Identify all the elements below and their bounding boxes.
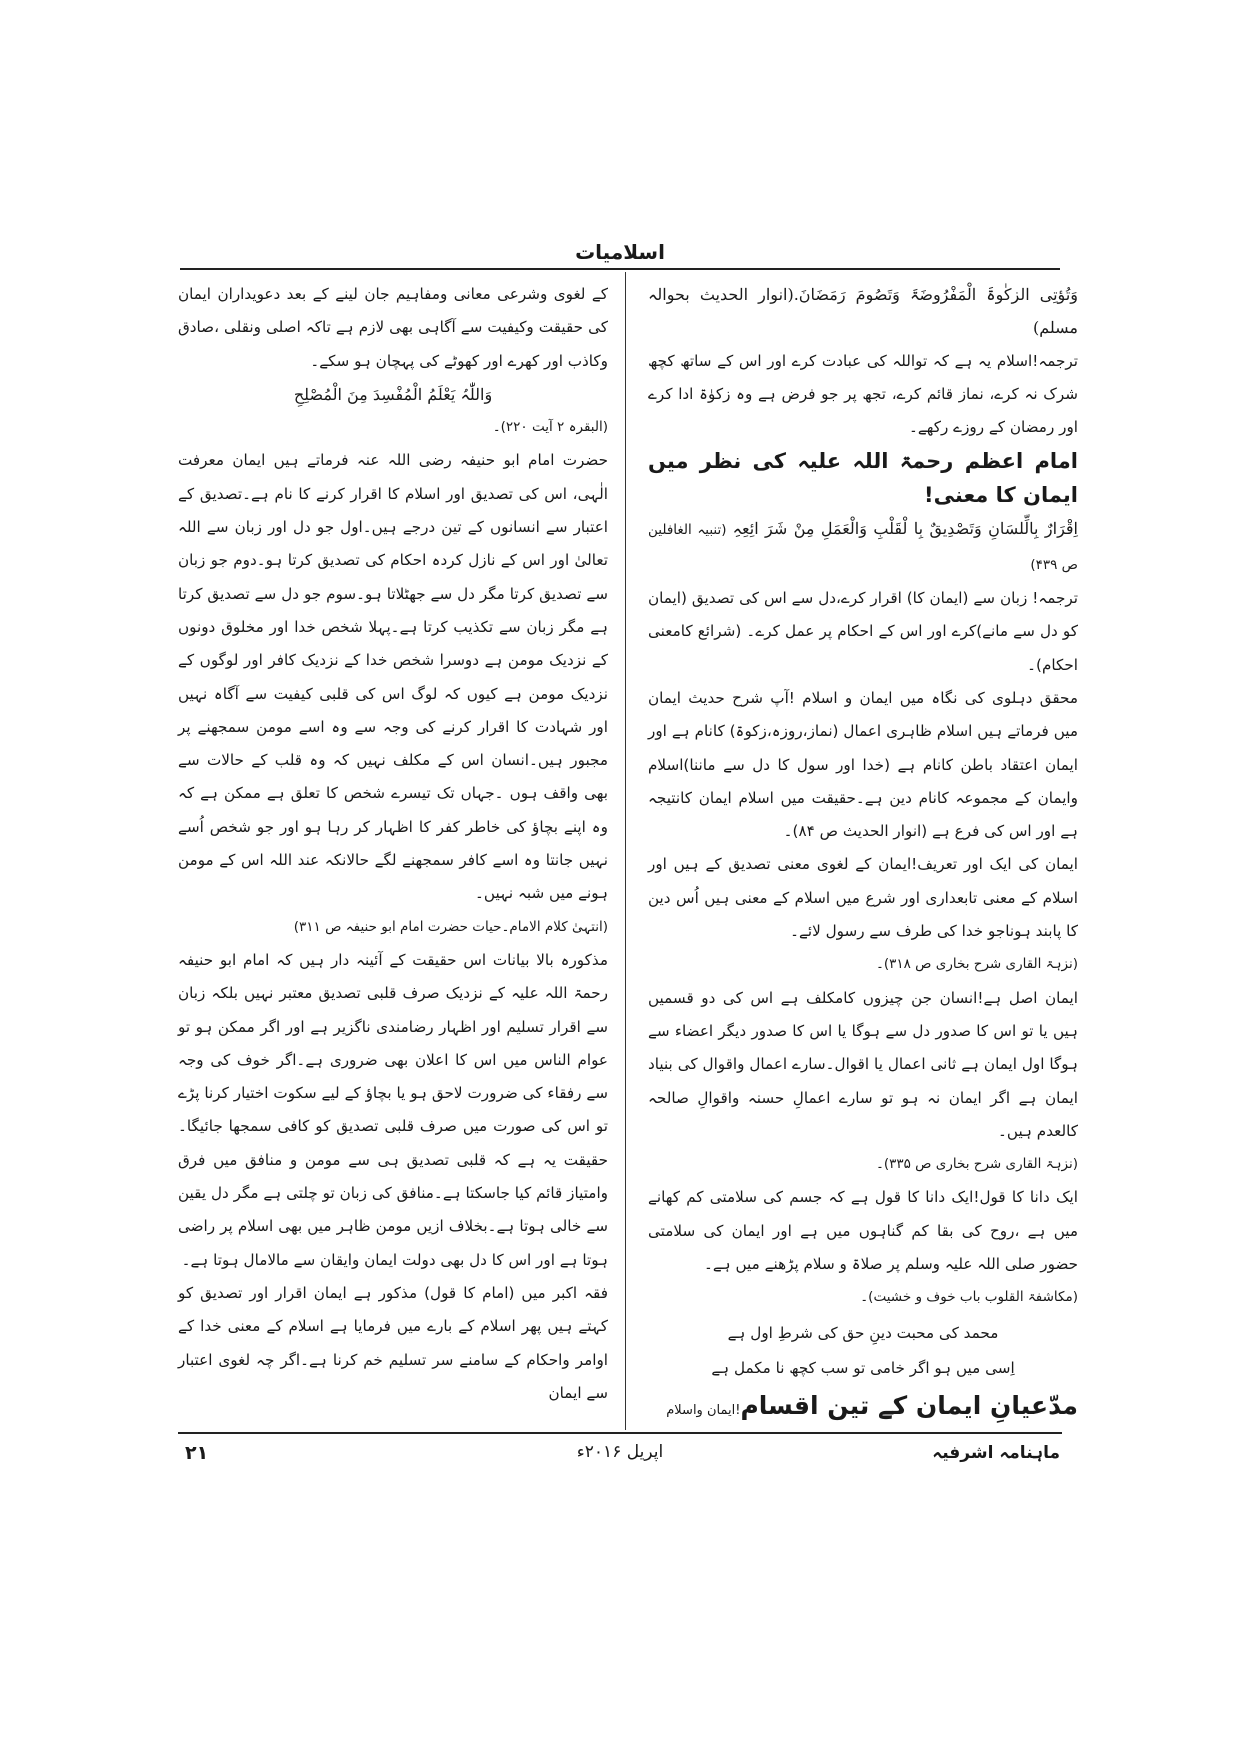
body-paragraph: حضرت امام ابو حنیفہ رضی اللہ عنہ فرماتے ہیں ایمان معرفت الٰہی، اس کی تصدیق اور اسلام کا اقرار کرنے کا نام ہے۔تصدیق کے اعتبار سے انسانوں کے تین درجے ہیں۔اول جو دل اور زبان سے اللہ تعالیٰ اور اس کے نازل کردہ احکام کی تصدیق کرتا ہو۔دوم جو زبان سے تصدیق کرتا مگر دل سے جھٹلاتا ہو۔سوم جو دل سے تصدیق کرتا ہے مگر زبان سے تکذیب کرتا ہے۔پہلا شخص خدا اور مخلوق دونوں کے نزدیک مومن ہے دوسرا شخص خدا کے نزدیک کافر اور لوگوں کے نزدیک مومن ہے کیوں کہ لوگ اس کی قلبی کیفیت سے آگاہ نہیں اور شہادت کا اقرار کرنے کی وجہ سے وہ اسے مومن سمجھنے پر مجبور ہیں۔انسان اس کے مکلف نہیں کہ وہ قلب کے حالات سے بھی واقف ہوں ۔جہاں تک تیسرے شخص کا تعلق ہے ممکن ہے کہ وہ اپنے بچاؤ کی خاطر کفر کا اظہار کر رہا ہو اور جو شخص اُسے نہیں جانتا وہ اسے کافر سمجھنے لگے حالانکہ عند اللہ اس کے مومن ہونے میں شبہ نہیں۔ (178, 451, 608, 903)
reference: (مکاشفۃ القلوب باب خوف و خشیت)۔ (860, 1289, 1078, 1306)
magazine-name: ماہنامہ اشرفیہ (932, 1443, 1060, 1463)
left-column (178, 278, 608, 1410)
page-number: ۲۱ (185, 1442, 209, 1464)
body-paragraph: کے لغوی وشرعی معانی ومفاہیم جان لینے کے بعد دعویداران ایمان کی حقیقت وکیفیت سے آگاہی بھی لازم ہے تاکہ اصلی ونقلی ،صادق وکاذب اور کھرے اور کھوٹے کی پہچان ہو سکے۔ (178, 285, 608, 370)
body-paragraph: ایک دانا کا قول!ایک دانا کا قول ہے کہ جسم کی سلامتی کم کھانے میں ہے ،روح کی بقا کم گناہوں میں ہے اور ایمان کی سلامتی حضور صلی اللہ علیہ وسلم پر صلاۃ و سلام پڑھنے میں ہے۔ (648, 1188, 1078, 1274)
reference: (انتہیٰ کلام الامام۔حیات حضرت امام ابو حنیفہ ص ۳۱۱) (293, 918, 608, 935)
poem-verse: اِسی میں ہو اگر خامی تو سب کچھ نا مکمل ہے (711, 1358, 1015, 1377)
quote-reference: (تنبیہ الغافلین ص ۴۳۹) (648, 522, 1078, 573)
footer-rule (178, 1432, 1062, 1434)
issue-date: اپریل ۲۰۱۶ء (576, 1442, 664, 1462)
right-column (648, 278, 1078, 1430)
body-paragraph: ایمان اصل ہے!انسان جن چیزوں کامکلف ہے اس کی دو قسمیں ہیں یا تو اس کا صدور دل سے ہوگا یا اس کا صدور دیگر اعضاء سے ہوگا اول ایمان ہے ثانی اعمال یا اقوال۔سارے اعمال واقوال کی بنیاد ایمان ہے اگر ایمان نہ ہو تو سارے اعمالِ حسنہ واقوالِ صالحہ کالعدم ہیں۔ (648, 988, 1078, 1140)
header-rule (180, 268, 1060, 270)
section-heading: امام اعظم رحمۃ اللہ علیہ کی نظر میں ایمان کا معنی! (648, 449, 1078, 508)
translation-paragraph: ترجمہ!اسلام یہ ہے کہ تواللہ کی عبادت کرے اور اس کے ساتھ کچھ شرک نہ کرے، نماز قائم کرے، تجھ پر جو فرض ہے وہ زکوٰۃ ادا کرے اور رمضان کے روزے رکھے۔ (648, 351, 1078, 437)
body-paragraph: محقق دہلوی کی نگاہ میں ایمان و اسلام !آپ شرح حدیث ایمان میں فرماتے ہیں اسلام ظاہری اعمال (نماز،روزہ،زکوۃ) کانام ہے اور ایمان اعتقاد باطن کانام ہے (خدا اور سول کا دل سے ماننا)اسلام وایمان کے مجموعہ کانام دین ہے۔حقیقت میں اسلام ایمان کانتیجہ ہے اور اس کی فرع ہے (انوار الحدیث ص ۸۴)۔ (648, 688, 1078, 841)
reference: (البقرہ ۲ آیت ۲۲۰)۔ (492, 419, 608, 436)
translation-paragraph: ترجمہ! زبان سے (ایمان کا) اقرار کرے،دل سے اس کی تصدیق (ایمان کو دل سے مانے)کرے اور اس کے احکام پر عمل کرے۔ (شرائع کامعنی احکام)۔ (648, 589, 1078, 674)
heading-continuation: !ایمان واسلام (666, 1403, 741, 1419)
body-paragraph: فقہ اکبر میں (امام کا قول) مذکور ہے ایمان اقرار اور تصدیق کو کہتے ہیں پھر اسلام کے بارے میں فرمایا ہے اسلام کے معنی خدا کے اوامر واحکام کے سامنے سر تسلیم خم کرنا ہے۔اگر چہ لغوی اعتبار سے ایمان (178, 1283, 608, 1402)
body-paragraph: ایمان کی ایک اور تعریف!ایمان کے لغوی معنی تصدیق کے ہیں اور اسلام کے معنی تابعداری اور شرع میں اسلام کے معنی ہیں اُس دین کا پابند ہوناجو خدا کی طرف سے رسول لائے۔ (648, 855, 1078, 941)
quran-verse: وَاللّٰہُ یَعْلَمُ الْمُفْسِدَ مِنَ الْمُصْلِحِ (293, 384, 493, 404)
section-heading: مدّعیانِ ایمان کے تین اقسام (740, 1391, 1078, 1421)
running-head: اسلامیات (575, 240, 665, 264)
reference: (نزہۃ القاری شرح بخاری ص ۳۳۵)۔ (875, 1156, 1078, 1173)
poem-verse: محمد کی محبت دینِ حق کی شرطِ اول ہے (727, 1323, 999, 1342)
arabic-quote: اِقْرَارٌ بِالِّلسَانِ وَتَصْدِیقٌ بِا لْقَلْبِ وَالْعَمَلِ مِنْ شَرَ ائِعِہِ (732, 519, 1079, 539)
hadith-text: وَتُؤتِی الزکٰوۃَ الْمَفْرُوضَۃَ وَتَصُومَ رَمَضَانَ.(انوار الحدیث بحوالہ مسلم) (648, 285, 1078, 338)
reference: (نزہۃ القاری شرح بخاری ص ۳۱۸)۔ (875, 956, 1078, 973)
column-divider (625, 272, 626, 1430)
body-paragraph: مذکورہ بالا بیانات اس حقیقت کے آئینہ دار ہیں کہ امام ابو حنیفہ رحمۃ اللہ علیہ کے نزدیک صرف قلبی تصدیق معتبر نہیں بلکہ زبان سے اقرار تسلیم اور اظہار رضامندی ناگزیر ہے اور اگر ممکن ہو تو عوام الناس میں اس کا اعلان بھی ضروری ہے۔اگر خوف کی وجہ سے رفقاء کی ضرورت لاحق ہو یا بچاؤ کے لیے سکوت اختیار کرنا پڑے تو اس کی صورت میں صرف قلبی تصدیق کو کافی سمجھا جائیگا۔حقیقت یہ ہے کہ قلبی تصدیق ہی سے مومن و منافق میں فرق وامتیاز قائم کیا جاسکتا ہے۔منافق کی زبان تو چلتی ہے مگر دل یقین سے خالی ہوتا ہے۔بخلاف ازیں مومن ظاہر میں بھی اسلام پر راضی ہوتا ہے اور اس کا دل بھی دولت ایمان وایقان سے مالامال ہوتا ہے۔ (178, 950, 608, 1269)
